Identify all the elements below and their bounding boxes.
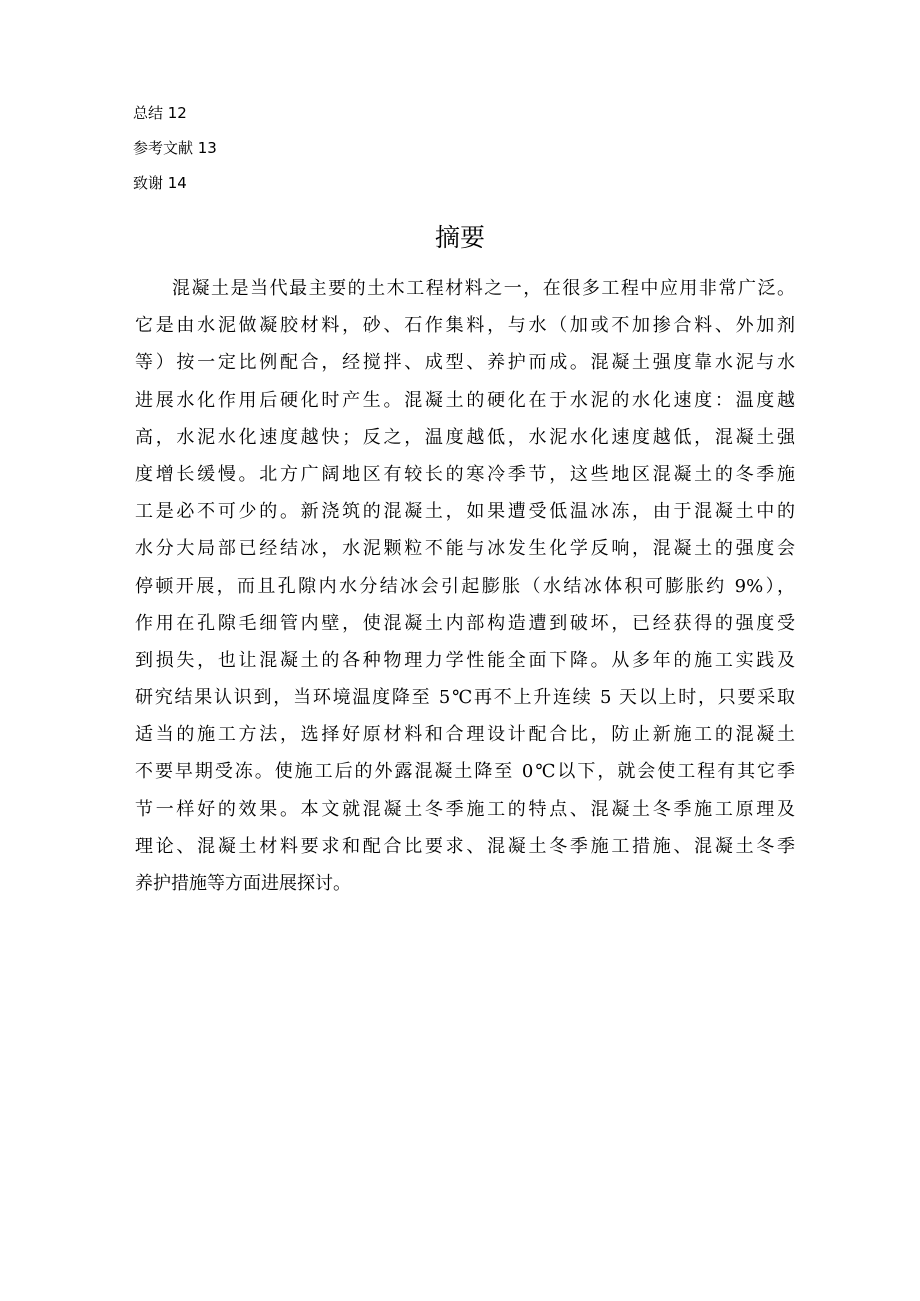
abstract-line: 节一样好的效果。本文就混凝土冬季施工的特点、混凝土冬季施工原理及	[135, 798, 795, 820]
abstract-heading: 摘要	[434, 223, 485, 252]
abstract-line: 作用在孔隙毛细管内壁，使混凝土内部构造遭到破坏，已经获得的强度受	[135, 612, 795, 634]
abstract-body	[135, 270, 795, 902]
abstract-line: 它是由水泥做凝胶材料，砂、石作集料，与水（加或不加掺合料、外加剂	[135, 315, 795, 337]
abstract-line: 理论、混凝土材料要求和配合比要求、混凝土冬季施工措施、混凝土冬季	[135, 835, 795, 857]
toc-entry-summary[interactable]: 总结 12	[133, 104, 187, 122]
abstract-line: 停顿开展，而且孔隙内水分结冰会引起膨胀（水结冰体积可膨胀约 9%），	[135, 575, 795, 597]
abstract-line: 工是必不可少的。新浇筑的混凝土，如果遭受低温冰冻，由于混凝土中的	[135, 501, 795, 523]
abstract-line: 养护措施等方面进展探讨。	[135, 873, 351, 894]
abstract-line: 水分大局部已经结冰，水泥颗粒不能与冰发生化学反响，混凝土的强度会	[135, 538, 795, 560]
abstract-line: 进展水化作用后硬化时产生。混凝土的硬化在于水泥的水化速度：温度越	[135, 389, 795, 411]
abstract-line: 度增长缓慢。北方广阔地区有较长的寒冷季节，这些地区混凝土的冬季施	[135, 463, 795, 485]
abstract-line: 混凝土是当代最主要的土木工程材料之一，在很多工程中应用非常广泛。	[172, 278, 795, 299]
abstract-line: 不要早期受冻。使施工后的外露混凝土降至 0℃以下，就会使工程有其它季	[135, 761, 795, 783]
abstract-line: 到损失，也让混凝土的各种物理力学性能全面下降。从多年的施工实践及	[135, 649, 795, 671]
table-of-contents	[133, 101, 217, 206]
abstract-line: 等）按一定比例配合，经搅拌、成型、养护而成。混凝土强度靠水泥与水	[135, 352, 795, 374]
abstract-line: 高，水泥水化速度越快；反之，温度越低，水泥水化速度越低，混凝土强	[135, 426, 795, 448]
toc-entry-acknowledgements[interactable]: 致谢 14	[133, 174, 187, 192]
abstract-line: 适当的施工方法，选择好原材料和合理设计配合比，防止新施工的混凝土	[135, 724, 795, 746]
toc-entry-references[interactable]: 参考文献 13	[133, 139, 217, 157]
abstract-line: 研究结果认识到，当环境温度降至 5℃再不上升连续 5 天以上时，只要采取	[135, 687, 795, 709]
